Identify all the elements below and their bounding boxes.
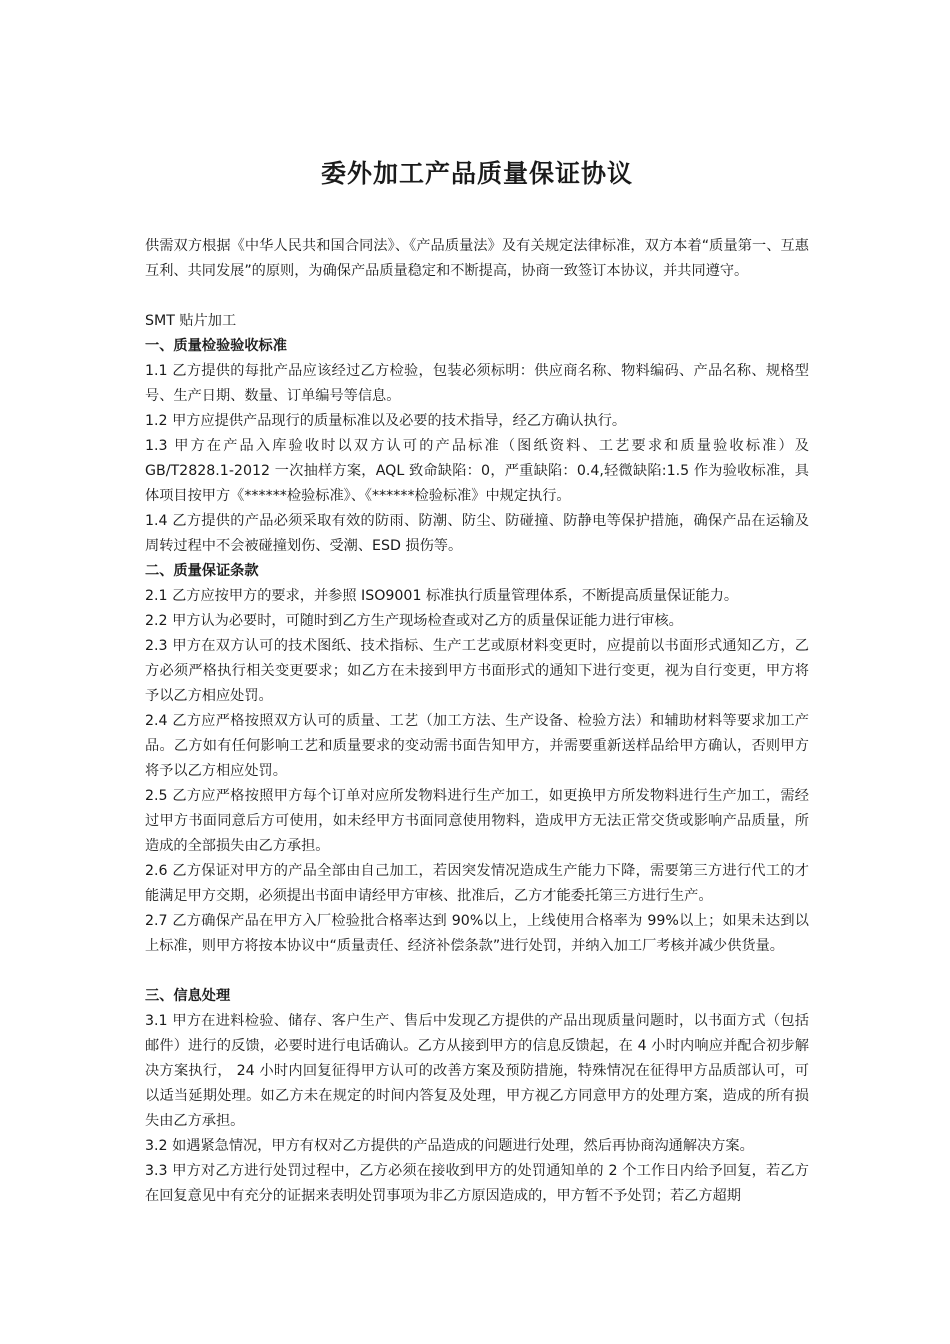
- clause-2-3: 2.3 甲方在双方认可的技术图纸、技术指标、生产工艺或原材料变更时，应提前以书面形式通知乙方，乙方必须严格执行相关变更要求；如乙方在未接到甲方书面形式的通知下进行变更，视为自行变更，甲方将予以乙方相应处罚。: [145, 638, 809, 704]
- section-heading: 三、信息处理: [145, 988, 231, 1004]
- document-page: [145, 150, 809, 1209]
- intro-paragraph: 供需双方根据《中华人民共和国合同法》、《产品质量法》及有关规定法律标准，双方本着“质量第一、互惠互利、共同发展”的原则，为确保产品质量稳定和不断提高，协商一致签订本协议，并共同遵守。: [145, 238, 809, 279]
- category-label: SMT 贴片加工: [145, 313, 237, 329]
- clause-3-3: 3.3 甲方对乙方进行处罚过程中，乙方必须在接收到甲方的处罚通知单的 2 个工作日内给予回复，若乙方在回复意见中有充分的证据来表明处罚事项为非乙方原因造成的，甲方暂不予处罚；若乙方超期: [145, 1163, 809, 1204]
- clause-1-2: 1.2 甲方应提供产品现行的质量标准以及必要的技术指导，经乙方确认执行。: [145, 413, 627, 429]
- clause-3-1: 3.1 甲方在进料检验、储存、客户生产、售后中发现乙方提供的产品出现质量问题时，以书面方式（包括邮件）进行的反馈，必要时进行电话确认。乙方从接到甲方的信息反馈起，在 4 小时内响应并配合初步解决方案执行， 24 小时内回复征得甲方认可的改善方案及预防措施，特殊情况在征得甲方品质部认可，可以适当延期处理。如乙方未在规定的时间内答复及处理，甲方视乙方同意甲方的处理方案，造成的所有损失由乙方承担。: [145, 1013, 809, 1129]
- section-heading: 二、质量保证条款: [145, 563, 259, 579]
- clause-3-2: 3.2 如遇紧急情况，甲方有权对乙方提供的产品造成的问题进行处理，然后再协商沟通解决方案。: [145, 1138, 754, 1154]
- clause-2-5: 2.5 乙方应严格按照甲方每个订单对应所发物料进行生产加工，如更换甲方所发物料进行生产加工，需经过甲方书面同意后方可使用，如未经甲方书面同意使用物料，造成甲方无法正常交货或影响产品质量，所造成的全部损失由乙方承担。: [145, 788, 809, 854]
- clause-1-4: 1.4 乙方提供的产品必须采取有效的防雨、防潮、防尘、防碰撞、防静电等保护措施，确保产品在运输及周转过程中不会被碰撞划伤、受潮、ESD 损伤等。: [145, 513, 809, 554]
- clause-2-4: 2.4 乙方应严格按照双方认可的质量、工艺（加工方法、生产设备、检验方法）和辅助材料等要求加工产品。乙方如有任何影响工艺和质量要求的变动需书面告知甲方，并需要重新送样品给甲方确认，否则甲方将予以乙方相应处罚。: [145, 713, 809, 779]
- clause-2-6: 2.6 乙方保证对甲方的产品全部由自己加工，若因突发情况造成生产能力下降，需要第三方进行代工的才能满足甲方交期，必须提出书面申请经甲方审核、批准后，乙方才能委托第三方进行生产。: [145, 863, 809, 904]
- clause-2-7: 2.7 乙方确保产品在甲方入厂检验批合格率达到 90%以上，上线使用合格率为 99%以上；如果未达到以上标准，则甲方将按本协议中“质量责任、经济补偿条款”进行处罚，并纳入加工厂考核并减少供货量。: [145, 913, 809, 954]
- clause-1-3: 1.3 甲方在产品入库验收时以双方认可的产品标准（图纸资料、工艺要求和质量验收标准）及GB/T2828.1-2012 一次抽样方案，AQL 致命缺陷：0，严重缺陷：0.4,轻微缺陷:1.5 作为验收标准，具体项目按甲方《******检验标准》、《******检验标准》中规定执行。: [145, 438, 809, 504]
- document-title: 委外加工产品质量保证协议: [320, 159, 633, 188]
- section-spacer: [145, 959, 809, 984]
- clause-2-1: 2.1 乙方应按甲方的要求，并参照 ISO9001 标准执行质量管理体系，不断提高质量保证能力。: [145, 588, 739, 604]
- section-heading: 一、质量检验验收标准: [145, 338, 287, 354]
- clause-2-2: 2.2 甲方认为必要时，可随时到乙方生产现场检查或对乙方的质量保证能力进行审核。: [145, 613, 683, 629]
- clause-1-1: 1.1 乙方提供的每批产品应该经过乙方检验，包装必须标明：供应商名称、物料编码、产品名称、规格型号、生产日期、数量、订单编号等信息。: [145, 363, 809, 404]
